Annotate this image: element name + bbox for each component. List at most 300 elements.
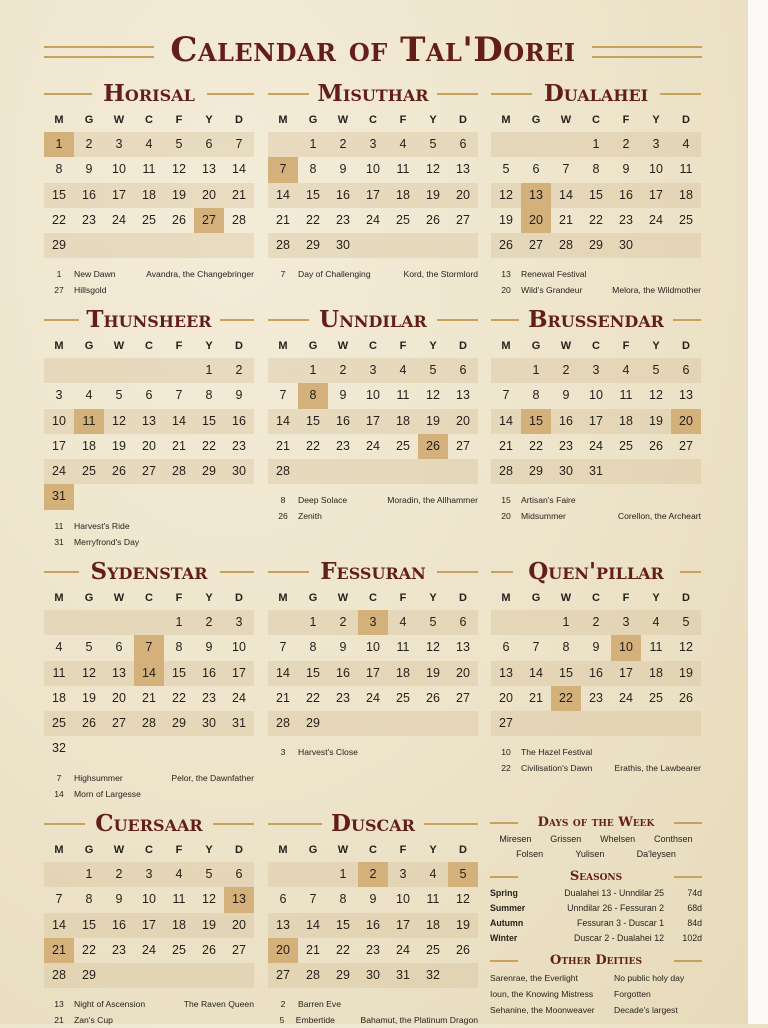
weekday-name: Da'leysen [636,849,676,859]
empty-cell [194,963,224,988]
day-cell: 25 [396,438,410,453]
day-cell: 27 [194,208,224,233]
day-cell: 16 [74,183,104,208]
day-cell: 7 [532,640,540,655]
empty-cell [491,132,521,157]
day-cell: 4 [388,610,418,635]
day-cell: 7 [268,157,298,182]
weekday-header [268,840,478,860]
day-cell: 5 [502,162,510,177]
day-cell: 21 [529,690,543,705]
day-cell: 16 [328,183,358,208]
day-cell: 29 [74,963,104,988]
day-cell: 30 [611,233,641,258]
holiday-name: Harvest's Ride [74,520,130,531]
holiday-list [268,744,478,760]
weekday-label: C [145,340,153,352]
holiday-day: 10 [501,747,511,758]
month-name: Sydenstar [90,558,208,585]
month-heading [268,80,478,108]
weekday-label: C [145,592,153,604]
day-cell: 11 [649,640,663,655]
day-cell: 9 [369,892,377,907]
empty-cell [328,711,358,736]
holiday-name: Wild's Grandeur [521,285,583,296]
month-name: Horisal [103,80,195,107]
deity-row [490,970,702,986]
weekday-header [44,840,254,860]
holiday-name: Zan's Cup [74,1015,113,1026]
day-cell: 2 [358,862,388,887]
day-cell: 14 [232,162,246,177]
day-cell: 28 [298,963,328,988]
holiday-list [268,266,478,282]
day-cell: 5 [448,862,478,887]
day-cell: 12 [649,388,663,403]
day-cell: 5 [194,862,224,887]
day-grid [268,132,478,258]
empty-cell [104,736,134,761]
day-cell: 17 [358,409,388,434]
day-cell: 11 [396,388,410,403]
day-cell: 8 [562,640,570,655]
day-cell: 26 [426,690,440,705]
holiday-row [44,996,254,1012]
holiday-name: Deep Solace [298,495,348,506]
month-name: Cuersaar [95,810,203,837]
day-cell: 7 [55,892,63,907]
day-cell: 4 [641,610,671,635]
day-cell: 29 [581,233,611,258]
empty-cell [358,233,388,258]
weekday-label: F [175,592,183,604]
holiday-name: Renewal Festival [521,269,587,280]
day-cell: 7 [134,635,164,660]
holiday-row [268,492,478,508]
day-cell: 2 [611,132,641,157]
holiday-row [44,266,254,282]
day-cell: 17 [581,409,611,434]
holiday-name: Night of Ascension [74,999,146,1010]
day-cell: 13 [679,388,693,403]
day-cell: 1 [328,862,358,887]
day-cell: 8 [55,162,63,177]
weekday-label: F [399,114,407,126]
day-cell: 12 [679,640,693,655]
day-cell: 22 [336,942,350,957]
holiday-row [491,282,701,298]
day-cell: 11 [396,162,410,177]
day-cell: 30 [224,459,254,484]
day-cell: 3 [641,132,671,157]
day-cell: 10 [589,388,603,403]
holiday-day: 15 [501,495,511,506]
holiday-day: 14 [54,788,64,799]
month-heading [268,810,478,838]
day-cell: 10 [112,162,126,177]
empty-cell [671,711,701,736]
empty-cell [224,963,254,988]
empty-cell [551,711,581,736]
holiday-day: 13 [501,269,511,280]
weekday-header [491,110,701,130]
day-cell: 2 [194,610,224,635]
holiday-day: 27 [54,285,64,296]
empty-cell [388,711,418,736]
month-name: Quen'pillar [528,558,664,585]
day-cell: 14 [521,661,551,686]
day-cell: 5 [641,358,671,383]
empty-cell [641,233,671,258]
day-cell: 7 [309,892,317,907]
day-cell: 26 [418,434,448,459]
weekday-label: C [592,114,600,126]
month-heading [44,558,254,586]
day-cell: 15 [298,183,328,208]
weekday-label: M [278,340,288,352]
empty-cell [74,736,104,761]
holiday-name: Barren Eve [298,999,341,1010]
weekday-label: F [399,844,407,856]
day-cell: 23 [112,942,126,957]
weekday-label: D [235,114,243,126]
day-cell: 25 [172,942,186,957]
empty-cell [134,610,164,635]
season-length: 102d [682,933,702,943]
day-cell: 5 [418,358,448,383]
day-cell: 24 [649,212,663,227]
month-name: Thunsheer [86,306,212,333]
day-cell: 12 [172,162,186,177]
weekday-label: M [278,114,288,126]
empty-cell [298,862,328,887]
weekday-name: Yulisen [575,849,605,859]
empty-cell [134,233,164,258]
empty-cell [491,358,521,383]
day-cell: 19 [112,438,126,453]
day-cell: 7 [279,388,287,403]
month-heading [268,558,478,586]
day-cell: 10 [366,640,380,655]
weekday-name: Conthsen [654,834,693,844]
holiday-deity: Avandra, the Changebringer [146,269,254,280]
month-heading [491,558,701,586]
weekday-label: C [145,114,153,126]
day-cell: 27 [456,690,470,705]
page-title: Calendar of Tal'Dorei [170,30,576,70]
empty-cell [224,736,254,761]
holiday-deity [591,492,701,508]
day-cell: 29 [44,233,74,258]
weekday-label: Y [652,340,660,352]
weekday-header [268,110,478,130]
day-cell: 11 [44,661,74,686]
empty-cell [268,132,298,157]
day-cell: 28 [551,233,581,258]
holiday-deity [144,518,254,534]
weekday-label: M [54,114,64,126]
weekday-label: W [337,340,349,352]
weekday-label: D [682,592,690,604]
holiday-row [44,770,254,786]
deity-name: Sehanine, the Moonweaver [490,1005,595,1015]
day-cell: 30 [551,459,581,484]
weekday-label: W [113,340,125,352]
day-grid [268,862,478,988]
day-cell: 23 [336,212,350,227]
day-cell: 16 [328,661,358,686]
empty-cell [448,963,478,988]
weekday-label: D [459,844,467,856]
day-cell: 8 [85,892,93,907]
empty-cell [164,358,194,383]
weekday-label: W [113,592,125,604]
empty-cell [44,862,74,887]
day-cell: 15 [521,409,551,434]
day-cell: 11 [679,162,693,177]
holiday-day: 13 [54,999,64,1010]
weekday-label: G [84,114,94,126]
day-cell: 14 [268,409,298,434]
weekday-label: C [592,592,600,604]
holiday-day: 3 [280,747,286,758]
day-cell: 13 [224,887,254,912]
day-cell: 17 [641,183,671,208]
empty-cell [581,711,611,736]
day-cell: 5 [115,388,123,403]
day-cell: 1 [581,132,611,157]
day-cell: 3 [358,610,388,635]
day-cell: 3 [358,358,388,383]
holiday-deity: The Raven Queen [183,999,254,1010]
day-cell: 14 [268,183,298,208]
day-cell: 16 [328,409,358,434]
day-grid [44,358,254,510]
weekday-label: M [54,340,64,352]
day-cell: 1 [44,132,74,157]
day-cell: 1 [298,132,328,157]
day-cell: 1 [298,358,328,383]
day-cell: 18 [52,690,66,705]
day-cell: 6 [448,358,478,383]
empty-cell [448,459,478,484]
empty-cell [611,459,641,484]
holiday-deity [368,996,478,1012]
day-cell: 26 [679,690,693,705]
page-edge [748,0,768,1024]
day-cell: 22 [306,438,320,453]
holiday-list [44,266,254,298]
day-cell: 1 [521,358,551,383]
empty-cell [671,233,701,258]
day-cell: 6 [448,610,478,635]
weekday-label: C [369,592,377,604]
holiday-day: 20 [501,285,511,296]
day-cell: 12 [426,162,440,177]
weekday-label: Y [205,844,213,856]
day-cell: 12 [456,892,470,907]
other-deities-heading: Other Deities [490,952,702,970]
month-name: Dualahei [543,80,649,107]
empty-cell [358,459,388,484]
day-cell: 17 [104,183,134,208]
empty-cell [328,459,358,484]
empty-cell [298,459,328,484]
weekday-label: C [369,114,377,126]
holiday-list [44,770,254,802]
weekday-label: G [84,844,94,856]
weekday-label: D [235,340,243,352]
month-name: Brussendar [528,306,664,333]
day-cell: 9 [85,162,93,177]
day-cell: 31 [581,459,611,484]
day-cell: 32 [52,741,66,756]
weekday-names-row-2 [490,847,702,862]
month-fessuran [268,558,478,760]
weekday-label: G [531,340,541,352]
weekday-label: M [54,844,64,856]
month-quenpillar [491,558,701,776]
day-cell: 16 [358,913,388,938]
weekday-label: F [399,592,407,604]
weekday-name: Miresen [499,834,532,844]
day-cell: 23 [232,438,246,453]
day-cell: 4 [388,358,418,383]
deity-row [490,986,702,1002]
day-cell: 18 [134,183,164,208]
weekday-names-row-1 [490,832,702,847]
day-cell: 23 [82,212,96,227]
day-cell: 18 [388,409,418,434]
day-cell: 14 [134,661,164,686]
day-cell: 20 [499,690,513,705]
holiday-deity: Erathis, the Lawbearer [614,763,701,774]
weekday-label: F [175,114,183,126]
weekday-label: G [84,340,94,352]
day-cell: 13 [521,183,551,208]
day-cell: 24 [232,690,246,705]
weekday-label: G [84,592,94,604]
day-cell: 8 [309,640,317,655]
holiday-name: Day of Challenging [298,269,371,280]
day-cell: 2 [551,358,581,383]
day-cell: 18 [611,409,641,434]
weekday-label: G [308,592,318,604]
day-cell: 29 [328,963,358,988]
holiday-row [268,996,478,1012]
weekday-label: W [113,844,125,856]
holiday-row [491,266,701,282]
day-cell: 5 [164,132,194,157]
day-cell: 26 [104,459,134,484]
day-cell: 27 [521,233,551,258]
day-cell: 30 [328,233,358,258]
day-cell: 5 [418,610,448,635]
day-cell: 3 [134,862,164,887]
weekday-label: D [235,592,243,604]
day-cell: 22 [172,690,186,705]
weekday-label: Y [429,844,437,856]
holiday-deity [368,744,478,760]
day-cell: 18 [164,913,194,938]
weekday-label: D [459,114,467,126]
day-cell: 13 [104,661,134,686]
day-cell: 4 [671,132,701,157]
empty-cell [521,132,551,157]
day-cell: 14 [164,409,194,434]
day-cell: 26 [172,212,186,227]
weekday-label: D [459,592,467,604]
weekday-label: W [113,114,125,126]
weekday-label: W [560,592,572,604]
deity-name: Ioun, the Knowing Mistress [490,989,594,999]
day-cell: 19 [418,661,448,686]
day-cell: 21 [276,212,290,227]
day-cell: 18 [641,661,671,686]
month-heading [44,306,254,334]
day-cell: 8 [339,892,347,907]
day-cell: 21 [224,183,254,208]
holiday-row [44,282,254,298]
weekday-label: Y [429,340,437,352]
day-cell: 11 [172,892,186,907]
empty-cell [104,610,134,635]
day-cell: 31 [224,711,254,736]
day-cell: 32 [418,963,448,988]
day-grid [491,610,701,736]
empty-cell [448,233,478,258]
deities-list [490,970,702,1018]
day-cell: 24 [366,690,380,705]
day-cell: 4 [418,862,448,887]
empty-cell [194,233,224,258]
day-cell: 20 [521,208,551,233]
day-cell: 28 [268,459,298,484]
weekday-label: W [560,114,572,126]
weekday-label: Y [652,114,660,126]
day-cell: 14 [491,409,521,434]
day-cell: 2 [224,358,254,383]
weekday-label: D [682,114,690,126]
day-cell: 21 [276,438,290,453]
day-cell: 12 [104,409,134,434]
weekday-header [268,588,478,608]
holiday-day: 21 [54,1015,64,1026]
day-cell: 6 [145,388,153,403]
day-grid [491,358,701,484]
weekday-name: Folsen [516,849,544,859]
day-cell: 2 [104,862,134,887]
season-range: Dualahei 13 - Unndilar 25 [564,888,664,898]
month-brussendar [491,306,701,524]
seasons-list [490,886,702,946]
day-cell: 16 [224,409,254,434]
empty-cell [388,233,418,258]
day-cell: 3 [581,358,611,383]
empty-cell [74,233,104,258]
day-cell: 31 [388,963,418,988]
empty-cell [448,711,478,736]
day-cell: 26 [649,438,663,453]
month-dualahei [491,80,701,298]
day-cell: 4 [611,358,641,383]
holiday-row [491,492,701,508]
day-grid [268,610,478,736]
day-cell: 17 [611,661,641,686]
day-cell: 8 [175,640,183,655]
empty-cell [418,233,448,258]
empty-cell [491,610,521,635]
